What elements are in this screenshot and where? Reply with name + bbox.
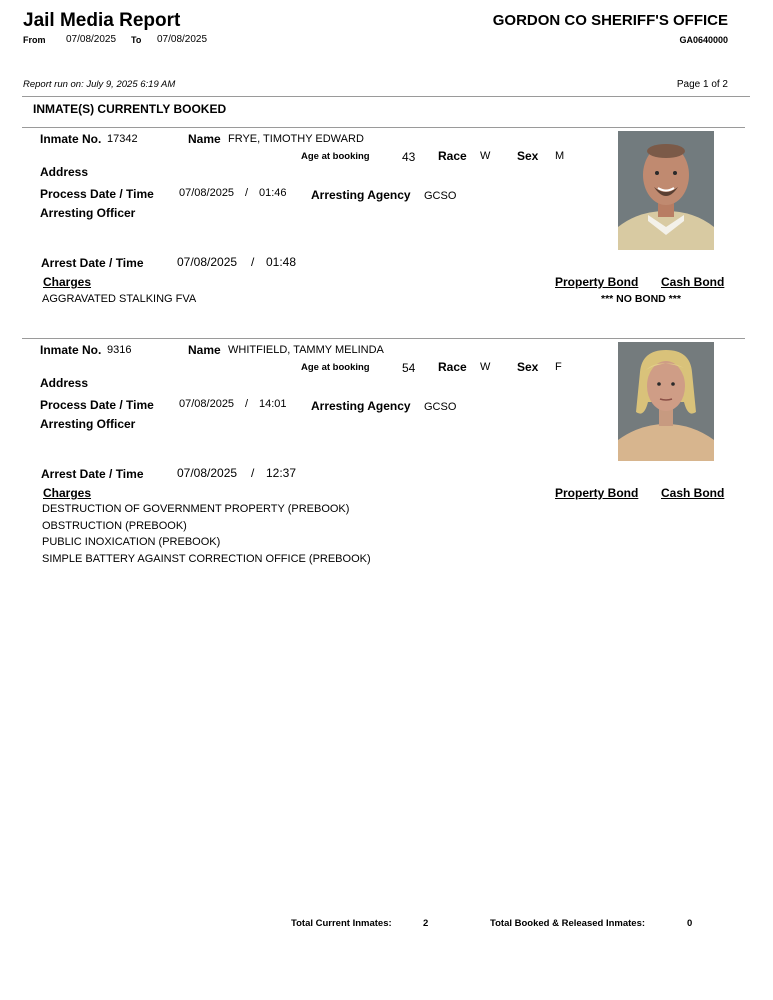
sex-value: M [555, 150, 565, 162]
agency-ori: GA0640000 [679, 35, 728, 45]
age-label: Age at booking [301, 362, 370, 373]
page-number: Page 1 of 2 [676, 79, 728, 90]
charge-item: OBSTRUCTION (PREBOOK) [42, 520, 187, 532]
charges-label: Charges [43, 275, 92, 289]
report-title: Jail Media Report [23, 10, 181, 31]
total-released-value: 0 [687, 918, 693, 929]
bond-note: *** NO BOND *** [601, 293, 681, 305]
race-value: W [480, 150, 491, 162]
name-label: Name [188, 343, 221, 357]
arrest-date: 07/08/2025 [177, 255, 238, 269]
charges-label: Charges [43, 486, 92, 500]
arresting-agency: GCSO [424, 401, 457, 413]
inmate-no: 9316 [107, 344, 132, 356]
process-slash: / [245, 187, 249, 199]
to-label: To [131, 35, 142, 45]
arrest-date: 07/08/2025 [177, 466, 238, 480]
charge-item: AGGRAVATED STALKING FVA [42, 293, 197, 305]
process-time: 01:46 [259, 187, 287, 199]
age-value: 54 [402, 361, 416, 375]
property-bond-label: Property Bond [555, 275, 639, 289]
cash-bond-label: Cash Bond [661, 486, 725, 500]
address-label: Address [40, 165, 89, 179]
name-label: Name [188, 132, 221, 146]
inmate-name: FRYE, TIMOTHY EDWARD [228, 133, 364, 145]
sex-label: Sex [517, 149, 539, 163]
age-value: 43 [402, 150, 416, 164]
arresting-agency-label: Arresting Agency [311, 399, 411, 413]
inmate-no-label: Inmate No. [40, 132, 102, 146]
report-run-on: Report run on: July 9, 2025 6:19 AM [23, 79, 176, 90]
arrest-slash: / [251, 466, 255, 480]
total-current-label: Total Current Inmates: [291, 918, 392, 929]
address-label: Address [40, 376, 89, 390]
process-slash: / [245, 398, 249, 410]
sex-value: F [555, 361, 562, 373]
arrest-date-label: Arrest Date / Time [41, 256, 144, 270]
record-divider [22, 338, 745, 339]
inmate-no-label: Inmate No. [40, 343, 102, 357]
sex-label: Sex [517, 360, 539, 374]
inmate-no: 17342 [107, 133, 138, 145]
to-date: 07/08/2025 [157, 34, 208, 45]
arrest-date-label: Arrest Date / Time [41, 467, 144, 481]
total-current-value: 2 [423, 918, 429, 929]
from-label: From [23, 35, 46, 45]
process-date: 07/08/2025 [179, 187, 235, 199]
cash-bond-label: Cash Bond [661, 275, 725, 289]
arresting-officer-label: Arresting Officer [40, 417, 136, 431]
race-label: Race [438, 360, 467, 374]
agency-name: GORDON CO SHERIFF'S OFFICE [492, 12, 728, 29]
process-date-label: Process Date / Time [40, 187, 154, 201]
inmate-name: WHITFIELD, TAMMY MELINDA [228, 344, 384, 356]
inmate-photo [618, 342, 714, 461]
process-date: 07/08/2025 [179, 398, 235, 410]
age-label: Age at booking [301, 151, 370, 162]
arresting-agency: GCSO [424, 190, 457, 202]
section-title: INMATE(S) CURRENTLY BOOKED [33, 102, 227, 116]
arrest-time: 01:48 [266, 255, 297, 269]
arrest-time: 12:37 [266, 466, 297, 480]
property-bond-label: Property Bond [555, 486, 639, 500]
arresting-officer-label: Arresting Officer [40, 206, 136, 220]
process-date-label: Process Date / Time [40, 398, 154, 412]
arresting-agency-label: Arresting Agency [311, 188, 411, 202]
from-date: 07/08/2025 [66, 34, 117, 45]
process-time: 14:01 [259, 398, 287, 410]
charge-item: SIMPLE BATTERY AGAINST CORRECTION OFFICE (PREBOOK) [42, 553, 371, 565]
charge-item: DESTRUCTION OF GOVERNMENT PROPERTY (PREBOOK) [42, 503, 350, 515]
arrest-slash: / [251, 255, 255, 269]
race-label: Race [438, 149, 467, 163]
inmate-photo [618, 131, 714, 250]
charge-item: PUBLIC INOXICATION (PREBOOK) [42, 536, 221, 548]
header-divider [22, 96, 750, 97]
total-released-label: Total Booked & Released Inmates: [490, 918, 646, 929]
section-divider [22, 127, 745, 128]
race-value: W [480, 361, 491, 373]
